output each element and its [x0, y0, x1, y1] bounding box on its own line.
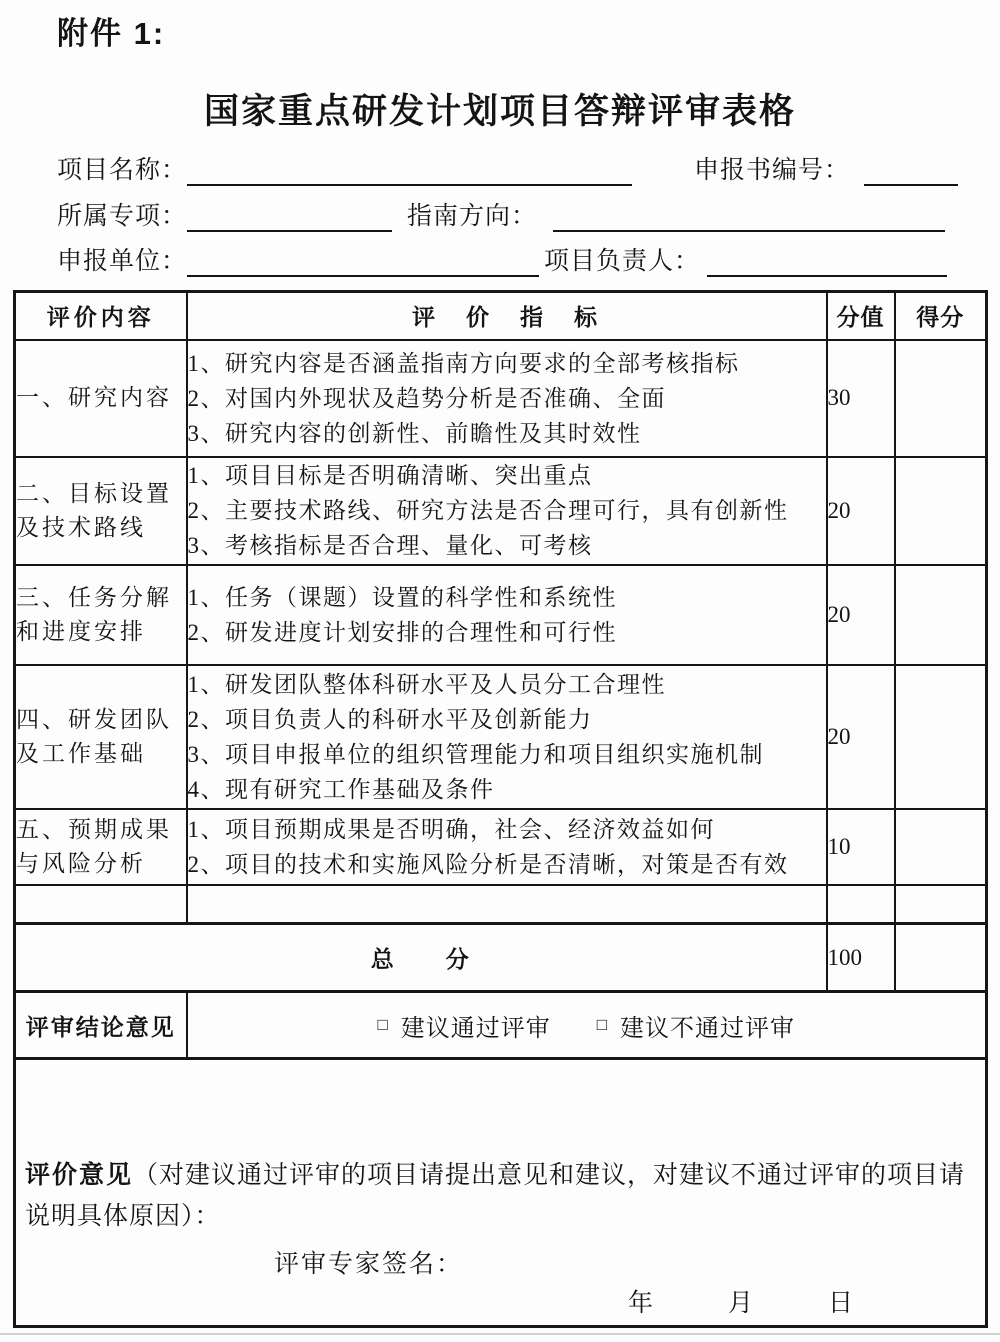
conclusion-row: [15, 992, 987, 1059]
comments-cell[interactable]: [15, 1059, 987, 1327]
project-leader-blank[interactable]: [707, 243, 947, 277]
score-cell: 20: [827, 565, 895, 665]
scan-edge-line: [0, 1333, 1000, 1335]
category-cell: 四、研发团队及工作基础: [15, 665, 187, 809]
spare-row: [15, 885, 987, 924]
application-no-label: 申报书编号：: [694, 157, 851, 184]
table-row: [15, 665, 987, 809]
points-cell[interactable]: [895, 809, 987, 885]
indicator-cell: [187, 665, 827, 809]
total-row: [15, 924, 987, 992]
comments-row: [15, 1059, 987, 1327]
category-cell: 二、目标设置及技术路线: [15, 457, 187, 565]
spare-score-cell: [827, 885, 895, 924]
points-cell[interactable]: [895, 565, 987, 665]
spare-indicator-cell: [187, 885, 827, 924]
date-line: 年 月 日: [628, 1290, 854, 1317]
indicator-cell: [187, 809, 827, 885]
score-cell: 10: [827, 809, 895, 885]
col-header-indicator: 评 价 指 标: [187, 292, 827, 340]
option-fail[interactable]: [597, 1008, 795, 1043]
score-cell: 20: [827, 665, 895, 809]
table-row: [15, 565, 987, 665]
page-title: 国家重点研发计划项目答辩评审表格: [203, 92, 796, 131]
signature-label: 评审专家签名：: [274, 1251, 464, 1278]
application-no-blank[interactable]: [864, 152, 958, 186]
indicator-line: 2、项目的技术和实施风险分析是否清晰，对策是否有效: [187, 851, 789, 877]
project-name-label: 项目名称：: [57, 157, 188, 184]
indicator-cell: [187, 340, 827, 457]
total-points-cell[interactable]: [895, 924, 987, 992]
table-header-row: [15, 292, 987, 340]
conclusion-options-cell: [187, 992, 987, 1059]
indicator-cell: [187, 457, 827, 565]
option-pass-label: 建议通过评审: [400, 1015, 551, 1042]
indicator-line: 1、研发团队整体科研水平及人员分工合理性: [187, 671, 666, 697]
points-cell[interactable]: [895, 340, 987, 457]
points-cell[interactable]: [895, 665, 987, 809]
indicator-line: 2、研发进度计划安排的合理性和可行性: [187, 619, 617, 645]
indicator-line: 3、考核指标是否合理、量化、可考核: [187, 533, 593, 558]
category-cell: 三、任务分解和进度安排: [15, 565, 187, 665]
indicator-line: 3、研究内容的创新性、前瞻性及其时效性: [187, 420, 642, 446]
total-score-cell: 100: [827, 924, 895, 992]
attachment-label: 附件 1:: [57, 16, 166, 51]
total-label: 总 分: [15, 924, 827, 992]
spare-points-cell[interactable]: [895, 885, 987, 924]
special-program-label: 所属专项：: [57, 203, 188, 230]
checkbox-fail-icon[interactable]: □: [596, 1015, 609, 1034]
review-table: [13, 290, 988, 1328]
indicator-line: 2、主要技术路线、研究方法是否合理可行，具有创新性: [187, 498, 789, 523]
project-name-blank[interactable]: [187, 152, 632, 186]
conclusion-label: 评审结论意见: [15, 992, 187, 1059]
special-program-blank[interactable]: [187, 198, 392, 232]
comments-label: 评价意见: [25, 1162, 134, 1189]
category-cell: 五、预期成果与风险分析: [15, 809, 187, 885]
field-row-1: [57, 150, 958, 186]
indicator-line: 4、现有研究工作基础及条件: [187, 776, 495, 802]
project-leader-label: 项目负责人：: [544, 248, 701, 275]
indicator-line: 3、项目申报单位的组织管理能力和项目组织实施机制: [187, 741, 764, 767]
comments-note-text: （对建议通过评审的项目请提出意见和建议，对建议不通过评审的项目请说明具体原因）：: [25, 1162, 966, 1230]
applicant-unit-label: 申报单位：: [57, 248, 188, 275]
score-cell: 30: [827, 340, 895, 457]
score-cell: 20: [827, 457, 895, 565]
option-fail-label: 建议不通过评审: [620, 1015, 796, 1042]
col-header-score: 分值: [827, 292, 895, 340]
table-row: [15, 809, 987, 885]
comments-note: [25, 1155, 975, 1237]
checkbox-pass-icon[interactable]: □: [377, 1015, 389, 1034]
table-row: [15, 340, 987, 457]
indicator-line: 1、任务（课题）设置的科学性和系统性: [187, 584, 617, 610]
points-cell[interactable]: [895, 457, 987, 565]
indicator-line: 2、项目负责人的科研水平及创新能力: [187, 706, 593, 732]
option-pass[interactable]: [377, 1008, 550, 1043]
indicator-cell: [187, 565, 827, 665]
guide-direction-blank[interactable]: [553, 198, 945, 232]
indicator-line: 1、项目预期成果是否明确，社会、经济效益如何: [187, 816, 715, 842]
indicator-line: 1、研究内容是否涵盖指南方向要求的全部考核指标: [187, 350, 740, 376]
col-header-points: 得分: [895, 292, 987, 340]
indicator-line: 2、对国内外现状及趋势分析是否准确、全面: [187, 385, 666, 411]
col-header-content: 评价内容: [15, 292, 187, 340]
category-cell: 一、研究内容: [15, 340, 187, 457]
indicator-line: 1、项目目标是否明确清晰、突出重点: [187, 463, 593, 488]
table-row: [15, 457, 987, 565]
spare-category-cell: [15, 885, 187, 924]
applicant-unit-blank[interactable]: [187, 243, 539, 277]
guide-direction-label: 指南方向：: [407, 203, 538, 230]
field-row-2: [57, 196, 945, 232]
field-row-3: [57, 241, 947, 277]
